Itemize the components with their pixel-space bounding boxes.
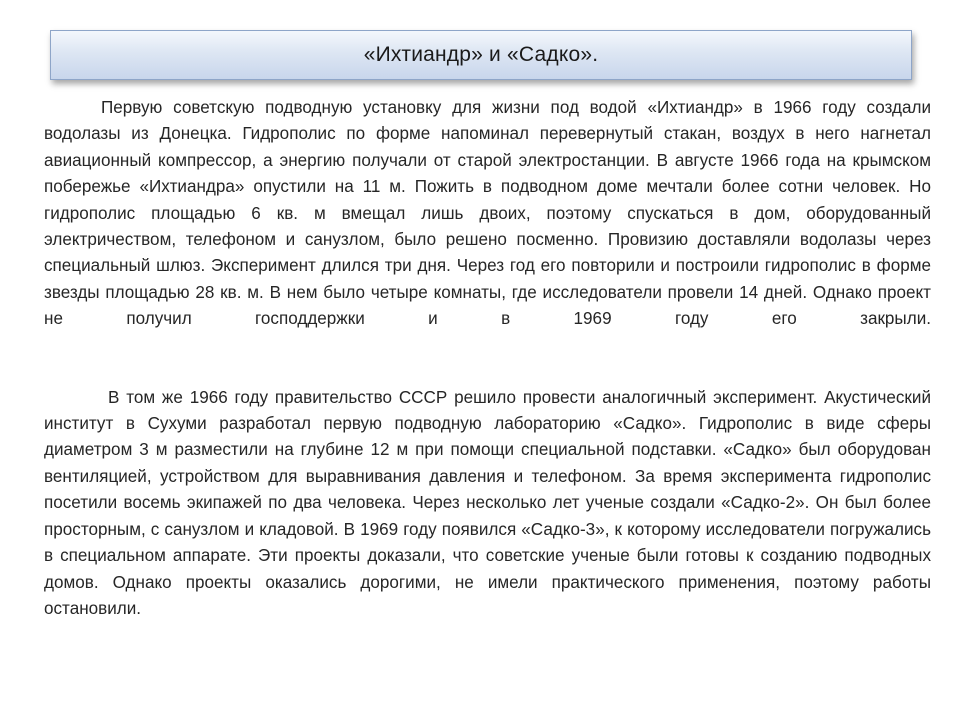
paragraph-ikhtiandr: Первую советскую подводную установку для жизни под водой «Ихтиандр» в 1966 году создали водолазы из Донецка. Гидрополис по форме напоминал перевернутый стакан, воздух в него нагнетал авиационный компрессор, а энергию получали от старой электростанции. В августе 1966 года на крымском побережье «Ихтиандра» опустили на 11 м. Пожить в подводном доме мечтали более сотни человек. Но гидрополис площадью 6 кв. м вмещал лишь двоих, поэтому спускаться в дом, оборудованный электричеством, телефоном и санузлом, было решено посменно. Провизию доставляли водолазы через специальный шлюз. Эксперимент длился три дня. Через год его повторили и построили гидрополис в форме звезды площадью 28 кв. м. В нем было четыре комнаты, где исследователи провели 14 дней. Однако проект не получил господдержки и в 1969 году его закрыли. [44, 98, 931, 329]
slide-title: «Ихтиандр» и «Садко». [363, 43, 599, 66]
paragraph-sadko: В том же 1966 году правительство СССР решило провести аналогичный эксперимент. Акустический институт в Сухуми разработал первую подводную лабораторию «Садко». Гидрополис в виде сферы диаметром 3 м разместили на глубине 12 м при помощи специальной подставки. «Садко» был оборудован вентиляцией, устройством для выравнивания давления и телефоном. За время эксперимента гидрополис посетили восемь экипажей по два человека. Через несколько лет ученые создали «Садко-2». Он был более просторным, с санузлом и кладовой. В 1969 году появился «Садко-3», к которому исследователи погружались в специальном аппарате. Эти проекты доказали, что советские ученые были готовы к созданию подводных домов. Однако проекты оказались дорогими, не имели практического применения, поэтому работы остановили. [44, 387, 931, 618]
slide-title-box [50, 30, 912, 80]
slide-body [44, 95, 931, 622]
